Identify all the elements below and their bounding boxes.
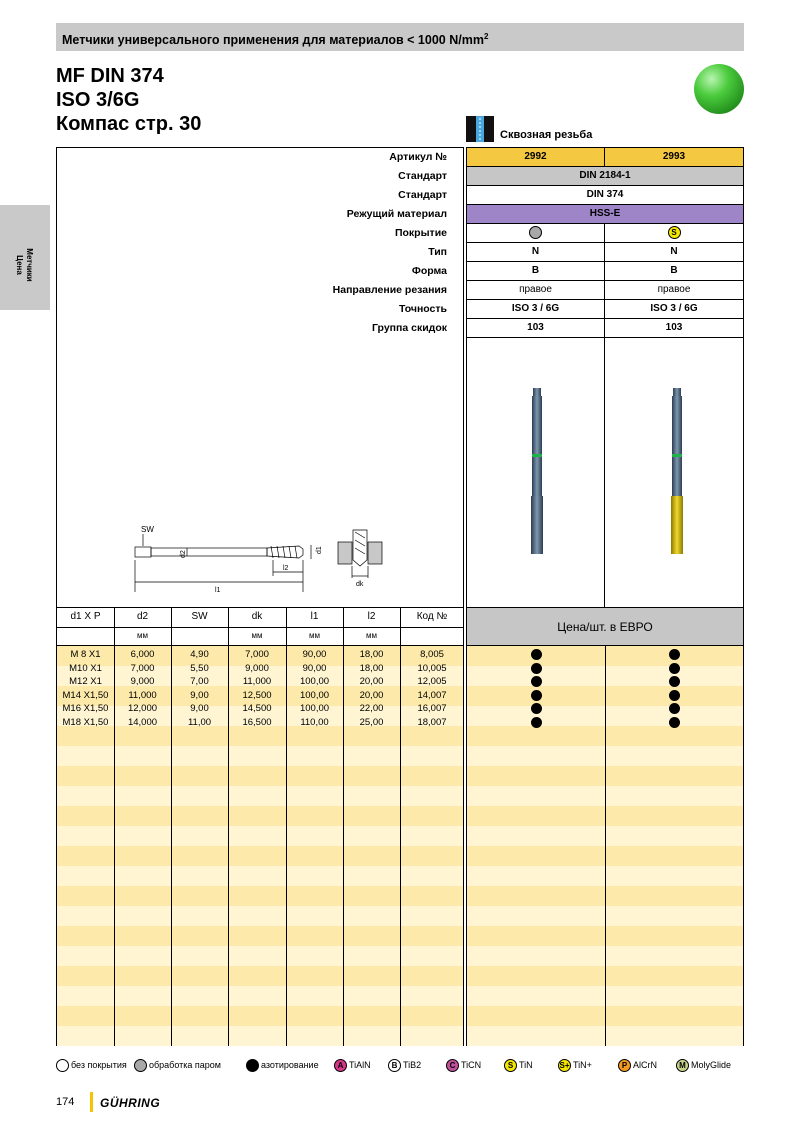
table-band [57, 1026, 463, 1046]
legend-label: азотирование [261, 1059, 319, 1070]
table-cell: 16,007 [417, 703, 447, 714]
prop-label-type: Тип [428, 246, 447, 258]
table-cell: M10 X1 [69, 662, 102, 674]
table-cell: 20,00 [359, 676, 384, 687]
table-band [57, 786, 463, 806]
table-band [57, 746, 463, 766]
table-band [57, 946, 463, 966]
prop-label-accuracy: Точность [398, 303, 447, 315]
prop-label-article: Артикул № [389, 151, 447, 163]
properties-value-panel [466, 147, 744, 608]
legend-item [676, 1059, 731, 1072]
row-material [467, 205, 743, 224]
column-header: d1 X P [70, 611, 101, 622]
table-cell: 8,005 [420, 649, 444, 660]
table-cell: 18,00 [359, 662, 384, 674]
drawing-label-d1: d1 [316, 546, 323, 554]
legend-label: MolyGlide [691, 1059, 732, 1070]
table-cell: 7,000 [130, 662, 155, 674]
coating-cell-1 [467, 224, 605, 242]
row-direction [467, 281, 743, 300]
price-header: Цена/шт. в ЕВРО [467, 608, 743, 646]
row-article [467, 148, 743, 167]
steam-coating-icon [529, 226, 542, 239]
coating-legend [56, 1055, 744, 1077]
legend-label: обработка паром [149, 1059, 221, 1070]
row-standard-1 [467, 167, 743, 186]
availability-dot [669, 663, 680, 674]
prop-label-standard-1: Стандарт [398, 170, 447, 182]
form-2: B [670, 265, 678, 276]
form-1: B [467, 262, 605, 280]
green-sphere-icon [694, 64, 744, 114]
page-number: 174 [56, 1096, 75, 1108]
table-cell: 18,007 [417, 716, 447, 728]
column-header: d2 [136, 611, 149, 622]
drawing-label-l2: l2 [283, 565, 289, 572]
table-band [57, 1006, 463, 1026]
drawing-label-d2: d2 [180, 550, 187, 558]
table-cell: 6,000 [130, 649, 155, 660]
prop-label-standard-2: Стандарт [398, 189, 447, 201]
table-cell: 12,005 [417, 676, 447, 687]
table-cell: 14,007 [417, 689, 447, 701]
table-cell: 100,00 [299, 703, 330, 714]
legend-item [56, 1059, 127, 1072]
table-band [57, 926, 463, 946]
table-band [57, 866, 463, 886]
image-column-divider [604, 338, 605, 608]
header-title: Метчики универсального применения для материалов < 1000 N/mm [62, 33, 484, 48]
legend-coating-icon [246, 1059, 259, 1072]
row-form [467, 262, 743, 281]
standard-1-value: DIN 2184-1 [467, 167, 743, 185]
table-cell: 25,00 [359, 716, 384, 728]
table-band [57, 986, 463, 1006]
row-accuracy [467, 300, 743, 319]
table-band [57, 726, 463, 746]
type-2: N [670, 246, 678, 257]
table-cell: M18 X1,50 [62, 716, 109, 728]
legend-item [388, 1059, 421, 1072]
table-cell: M16 X1,50 [62, 703, 109, 714]
row-coating [467, 224, 743, 243]
legend-coating-icon: A [334, 1059, 347, 1072]
table-cell: 9,000 [130, 676, 155, 687]
row-type [467, 243, 743, 262]
table-cell: 20,00 [359, 689, 384, 701]
table-cell: M12 X1 [69, 676, 102, 687]
table-cell: 90,00 [302, 649, 327, 660]
legend-label: TiN+ [573, 1059, 592, 1070]
table-cell: 7,000 [245, 649, 269, 660]
through-hole-icon [466, 116, 494, 142]
table-band [57, 806, 463, 826]
column-header: dk [251, 611, 263, 622]
through-thread-label: Сквозная резьба [500, 129, 593, 141]
table-cell: 12,000 [127, 703, 158, 714]
availability-dot [531, 703, 542, 714]
availability-dot [531, 649, 542, 660]
table-cell: 14,000 [127, 716, 158, 728]
table-cell: 9,00 [190, 689, 209, 701]
tap-image-2992 [525, 388, 549, 554]
article-2993[interactable]: 2993 [605, 148, 743, 166]
legend-label: TiB2 [403, 1059, 422, 1070]
prop-label-discount: Группа скидок [372, 322, 447, 334]
brand-logo: GÜHRING [100, 1096, 161, 1110]
discount-1: 103 [467, 319, 605, 337]
header-title-sup: 2 [483, 32, 489, 41]
tap-image-2993 [665, 388, 689, 554]
availability-dot [669, 676, 680, 687]
legend-coating-icon [134, 1059, 147, 1072]
availability-dot [531, 690, 542, 701]
side-tab-line1: Метчики [25, 248, 34, 282]
discount-2: 103 [665, 322, 683, 333]
column-unit: мм [366, 631, 377, 640]
table-cell: 7,00 [190, 676, 209, 687]
availability-dot [669, 703, 680, 714]
legend-item [246, 1059, 319, 1072]
table-cell: 90,00 [302, 662, 327, 674]
table-cell: 22,00 [359, 703, 384, 714]
table-band [57, 826, 463, 846]
standard-2-value: DIN 374 [586, 189, 624, 200]
legend-label: TiCN [461, 1059, 482, 1070]
legend-item [446, 1059, 481, 1072]
table-cell: 4,90 [190, 649, 209, 660]
article-2992[interactable]: 2992 [467, 148, 605, 166]
side-tab-line2: Цена [15, 255, 24, 275]
legend-item [134, 1059, 221, 1072]
accuracy-2: ISO 3 / 6G [650, 303, 698, 314]
drawing-label-l1: l1 [215, 587, 221, 594]
table-cell: 11,000 [128, 689, 157, 701]
title-standard: MF DIN 374 [56, 65, 164, 87]
table-cell: 11,00 [187, 716, 212, 728]
page-header [56, 23, 744, 51]
column-header: l2 [367, 611, 376, 622]
direction-2: правое [657, 284, 691, 295]
side-tab [0, 205, 50, 310]
title-compass: Компас стр. 30 [56, 113, 202, 135]
legend-item [504, 1059, 533, 1072]
prop-label-coating: Покрытие [394, 227, 447, 239]
prop-label-material: Режущий материал [346, 208, 447, 220]
legend-coating-icon: B [388, 1059, 401, 1072]
legend-coating-icon [56, 1059, 69, 1072]
legend-label: TiAlN [349, 1059, 371, 1070]
type-1: N [467, 243, 605, 261]
row-discount [467, 319, 743, 338]
title-tolerance: ISO 3/6G [56, 89, 140, 111]
tin-coating-icon: S [668, 226, 681, 239]
properties-label-panel [56, 147, 464, 608]
availability-dot [669, 649, 680, 660]
table-cell: 12,500 [242, 689, 272, 701]
table-cell: 100,00 [299, 676, 330, 687]
legend-item [558, 1059, 592, 1072]
legend-coating-icon: P [618, 1059, 631, 1072]
table-cell: 9,00 [190, 703, 209, 714]
column-header: Код № [416, 611, 448, 622]
legend-item [618, 1059, 657, 1072]
table-cell: 11,000 [242, 676, 272, 687]
availability-dot [531, 663, 542, 674]
table-cell: M14 X1,50 [62, 689, 109, 701]
table-cell: M 8 X1 [70, 649, 101, 660]
table-cell: 18,00 [359, 649, 384, 660]
tap-technical-drawing [123, 520, 423, 600]
prop-label-direction: Направление резания [332, 284, 447, 296]
row-standard-2 [467, 186, 743, 205]
legend-label: TiN [519, 1059, 533, 1070]
legend-label: без покрытия [71, 1059, 127, 1070]
prop-label-form: Форма [411, 265, 447, 277]
column-unit: мм [137, 631, 148, 640]
legend-coating-icon: C [446, 1059, 459, 1072]
legend-coating-icon: S+ [559, 1061, 570, 1070]
dimensions-table [56, 608, 464, 1046]
coating-cell-2 [605, 224, 743, 242]
legend-coating-icon: M [676, 1059, 689, 1072]
table-cell: 5,50 [190, 662, 209, 674]
legend-coating-icon: S [504, 1059, 517, 1072]
table-cell: 16,500 [242, 716, 272, 728]
drawing-label-dk: dk [356, 581, 364, 588]
direction-1: правое [467, 281, 605, 299]
column-header: l1 [310, 611, 319, 622]
drawing-label-sw: SW [141, 525, 154, 534]
legend-label: AlCrN [633, 1059, 657, 1070]
column-unit: мм [309, 631, 320, 640]
table-cell: 14,500 [242, 703, 272, 714]
column-unit: мм [251, 631, 263, 640]
table-band [57, 846, 463, 866]
availability-dot [669, 717, 680, 728]
footer-accent-bar [90, 1092, 93, 1112]
legend-item [334, 1059, 371, 1072]
table-cell: 100,00 [299, 689, 330, 701]
availability-dot [531, 717, 542, 728]
table-cell: 110,00 [300, 716, 329, 728]
material-value: HSS-E [467, 205, 743, 223]
table-band [57, 886, 463, 906]
availability-dot [669, 690, 680, 701]
table-band [57, 906, 463, 926]
table-cell: 9,000 [245, 662, 269, 674]
accuracy-1: ISO 3 / 6G [467, 300, 605, 318]
table-cell: 10,005 [417, 662, 447, 674]
price-table [466, 608, 744, 1046]
table-band [57, 966, 463, 986]
availability-dot [531, 676, 542, 687]
column-header: SW [191, 611, 208, 622]
table-band [57, 766, 463, 786]
